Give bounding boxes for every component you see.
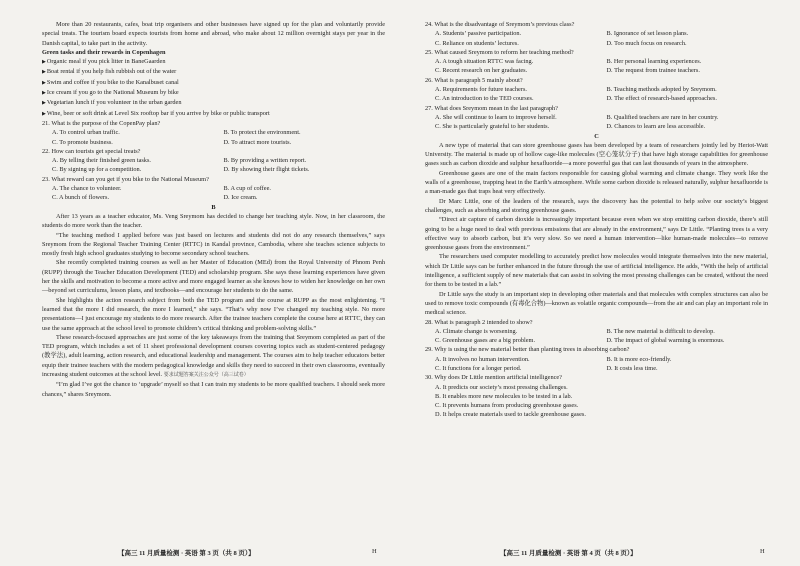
paragraph-5-text: These research-focused approaches are just some of the key takeaways from the training that Sreymom completed as part of the TED program, which includes a set of 11 sheet professional development courses covering topics such as student-centered pedagogy (教学法), adult learning, action research, and educational leadership and management. The courses aim to help teacher educators better equip their trainee teachers with the modern pedagogical knowledge and skills they need to succeed in their own classrooms, eventually increasing student outcomes at the school level. [42,333,385,378]
option-a: A. To control urban traffic. [52,129,120,137]
option-c: C. Greenhouse gases are a big problem. [435,337,536,345]
option-b: B. It is more eco-friendly. [606,355,672,363]
question-30-options [425,383,768,420]
option-c: C. She is particularly grateful to her students. [435,123,550,131]
section-c-heading: C [594,132,599,140]
option-b: B. A cup of coffee. [223,185,271,193]
option-c: C. Reliance on students’ lectures. [435,39,519,47]
option-c: C. By signing up for a competition. [52,166,142,174]
passage-b-paragraph-2: “The teaching method I applied before was just based on lectures and students did not do any research themselves,” says Sreymom from the Regional Teacher Training Center (RTTC) in Kandal province, Cambodia, where she teaches science subjects to mostly fresh high school graduates studying to become secondary school teachers. [42,231,385,258]
option-b: B. Her personal learning experiences. [606,58,702,66]
task-item: ▶ Wine, beer or soft drink at Level Six rooftop bar if you arrive by bike or public transport [42,109,385,119]
footer-right: 【高三 11 月质量检测 · 英语 第 4 页（共 8 页）】 [500,550,637,557]
option-d: D. The request from trainee teachers. [606,67,700,75]
option-d: D. It helps create materials used to tackle greenhouse gases. [435,411,586,419]
option-c: C. It prevents humans from producing greenhouse gases. [435,402,579,410]
option-b: B. Teaching methods adopted by Sreymom. [606,86,717,94]
question-28-options [425,327,768,346]
option-d: D. The impact of global warming is enormous. [606,337,725,345]
option-d: D. Chances to learn are less accessible. [606,123,706,131]
question-24: 24. What is the disadvantage of Sreymom’s previous class? [425,21,575,28]
option-a: A. She will continue to learn to improve herself. [435,113,557,121]
question-23: 23. What reward can you get if you bike to the National Museum? [42,175,209,183]
option-b: B. By providing a written report. [223,157,307,165]
option-a: A. It predicts our society’s most pressing challenges. [435,383,568,391]
tasks-list [42,57,385,119]
question-24-options [425,29,768,48]
passage-b-paragraph-6: “I’m glad I’ve got the chance to ‘upgrade’ myself so that I can train my students to be more qualified teachers. I should seek more chances,” shares Sreymom. [42,381,385,398]
question-25-options [425,57,768,76]
option-d: D. By showing their flight tickets. [223,166,310,174]
watermark-note: 要求试题答案关注公众号（高三试卷） [163,372,249,378]
page-mark-left: H [372,548,377,555]
question-30: 30. Why does Dr Little mention artificial intelligence? [425,374,562,382]
option-a: A. Climate change is worsening. [435,327,518,335]
passage-c-paragraph-5: The researchers used computer modelling to accurately predict how molecules would integrate themselves into the new material, which Dr Little says can be further enhanced in the future through the use of artificial intelligence. He adds, “With the help of artificial intelligence, a sufficient supply of new materials that can assist in solving the most pressing challenges can be created, without the need for them to be tested in a lab.” [425,253,768,289]
option-c: C. Recent research on her graduates. [435,67,528,75]
question-28: 28. What is paragraph 2 intended to show? [425,318,533,326]
footer-left: 【高三 11 月质量检测 · 英语 第 3 页（共 8 页）】 [118,550,255,557]
passage-c-paragraph-1: A new type of material that can store greenhouse gases has been developed by a team of researchers jointly led by Heriot-Watt University. The material is made up of hollow cage-like molecules (空心笼状分子) that have high storage capabilities for greenhouse gases such as carbon dioxide and sulphur hexafluoride—a more powerful gas that can last thousands of years in the atmosphere. [425,141,768,168]
right-column [425,20,768,420]
option-a: A. A tough situation RTTC was facing. [435,58,534,66]
section-b-heading: B [211,203,216,211]
passage-c-paragraph-2: Greenhouse gases are one of the main factors responsible for causing global warming and climate change. They work like the walls of a greenhouse, trapping heat in the Earth’s atmosphere. While some carbon dioxide is released naturally, sulphur hexafluoride is a man-made gas that traps heat very effectively. [425,169,768,196]
passage-b-paragraph-4: She highlights the action research subject from both the TED program and the course at RUPP as the most enlightening. “I learned that the more I did research, the more I learned,” she says. “That’s why now I’ve changed my teaching style. No more presentations—I just encourage my students to do more research. After the trainee teachers complete the course here at RTTC, they can use the same approach at the school level to promote children’s critical thinking and problem-solving skills.” [42,296,385,332]
task-item: ▶ Organic meal if you pick litter in BaneGaarden [42,57,385,67]
passage-b-paragraph-1: After 13 years as a teacher educator, Ms. Veng Sreymom has decided to change her teaching style. Now, in her classroom, the students do more work than the teacher. [42,212,385,230]
question-22: 22. How can tourists get special treats? [42,147,141,155]
option-d: D. Ice cream. [223,194,258,202]
question-23-options [42,184,385,203]
task-item: ▶ Vegetarian lunch if you volunteer in the urban garden [42,98,385,108]
option-a: A. By telling their finished green tasks. [52,157,151,165]
question-27-options [425,113,768,132]
option-a: A. Requirements for future teachers. [435,86,527,94]
option-a: A. The chance to volunteer. [52,185,122,193]
question-29-options [425,355,768,374]
option-b: B. Ignorance of set lesson plans. [606,30,689,38]
question-25: 25. What caused Sreymom to reform her teaching method? [425,48,574,56]
question-22-options [42,156,385,175]
option-d: D. The effect of research-based approaches. [606,95,717,103]
option-b: B. The new material is difficult to develop. [606,327,715,335]
page-mark-right: H [760,548,765,555]
option-b: B. To protect the environment. [223,129,301,137]
option-c: C. An introduction to the TED courses. [435,95,534,103]
option-b: B. It enables more new molecules to be tested in a lab. [435,392,573,400]
question-26: 26. What is paragraph 5 mainly about? [425,76,523,84]
option-b: B. Qualified teachers are rare in her country. [606,113,719,121]
option-c: C. It functions for a longer period. [435,364,522,372]
question-27: 27. What does Sreymom mean in the last paragraph? [425,104,558,112]
task-item: ▶ Swim and coffee if you bike to the Kanalbuset canal [42,78,385,88]
passage-b-paragraph-3: She recently completed training courses as well as her Master of Education (MEd) from the Royal University of Phnom Penh (RUPP) through the Teacher Education Development (TED) and scholarship program. She says these learning experiences have given her the skills and motivation to become a more active and more engaged learner as she knows how to widen her knowledge on her own—beyond set curriculums, lesson plans, and textbooks—and encourage her students to do the same. [42,259,385,295]
option-c: C. A bunch of flowers. [52,194,110,202]
question-21: 21. What is the purpose of the CopenPay plan? [42,119,161,127]
left-column [42,20,385,399]
option-d: D. To attract more tourists. [223,138,292,146]
passage-c-paragraph-6: Dr Little says the study is an important step in developing other materials and that molecules with complex structures can also be used to remove toxic compounds (有毒化合物)—known as volatile organic compounds—from the air and can play an important role in medical science. [425,290,768,317]
question-29: 29. Why is using the new material better than planting trees in absorbing carbon? [425,346,630,354]
task-item: ▶ Boat rental if you help fish rubbish out of the water [42,67,385,77]
question-26-options [425,85,768,104]
option-c: C. To promote business. [52,138,113,146]
task-item: ▶ Ice cream if you go to the National Museum by bike [42,88,385,98]
passage-c-paragraph-4: “Direct air capture of carbon dioxide is increasingly important because even when we stop emitting carbon dioxide, there’s still going to be a huge need to deal with previous emissions that are already in the environment,” says Dr Little. “Planting trees is a very effective way to absorb carbon, but it’s very slow. So we need a human intervention—like human-made molecules—to remove greenhouse gases from the environment.” [425,216,768,252]
option-a: A. Students’ passive participation. [435,30,522,38]
tasks-heading: Green tasks and their rewards in Copenhagen [42,48,166,56]
passage-b-paragraph-5 [42,333,385,380]
passage-c-paragraph-3: Dr Marc Little, one of the leaders of the research, says the discovery has the potential to help solve our society’s biggest challenges, such as absorbing and storing greenhouse gases. [425,197,768,214]
question-21-options [42,128,385,147]
option-a: A. It involves no human intervention. [435,355,530,363]
option-d: D. It costs less time. [606,364,658,372]
option-d: D. Too much focus on research. [606,39,687,47]
passage-a-ending: More than 20 restaurants, cafes, boat trip organisers and other businesses have signed up for the plan and voluntarily provide special treats. The tourism board expects tourists from home and abroad, who make about 12 million overnight stays per year in the Danish capital, to take part in the activity. [42,21,385,47]
